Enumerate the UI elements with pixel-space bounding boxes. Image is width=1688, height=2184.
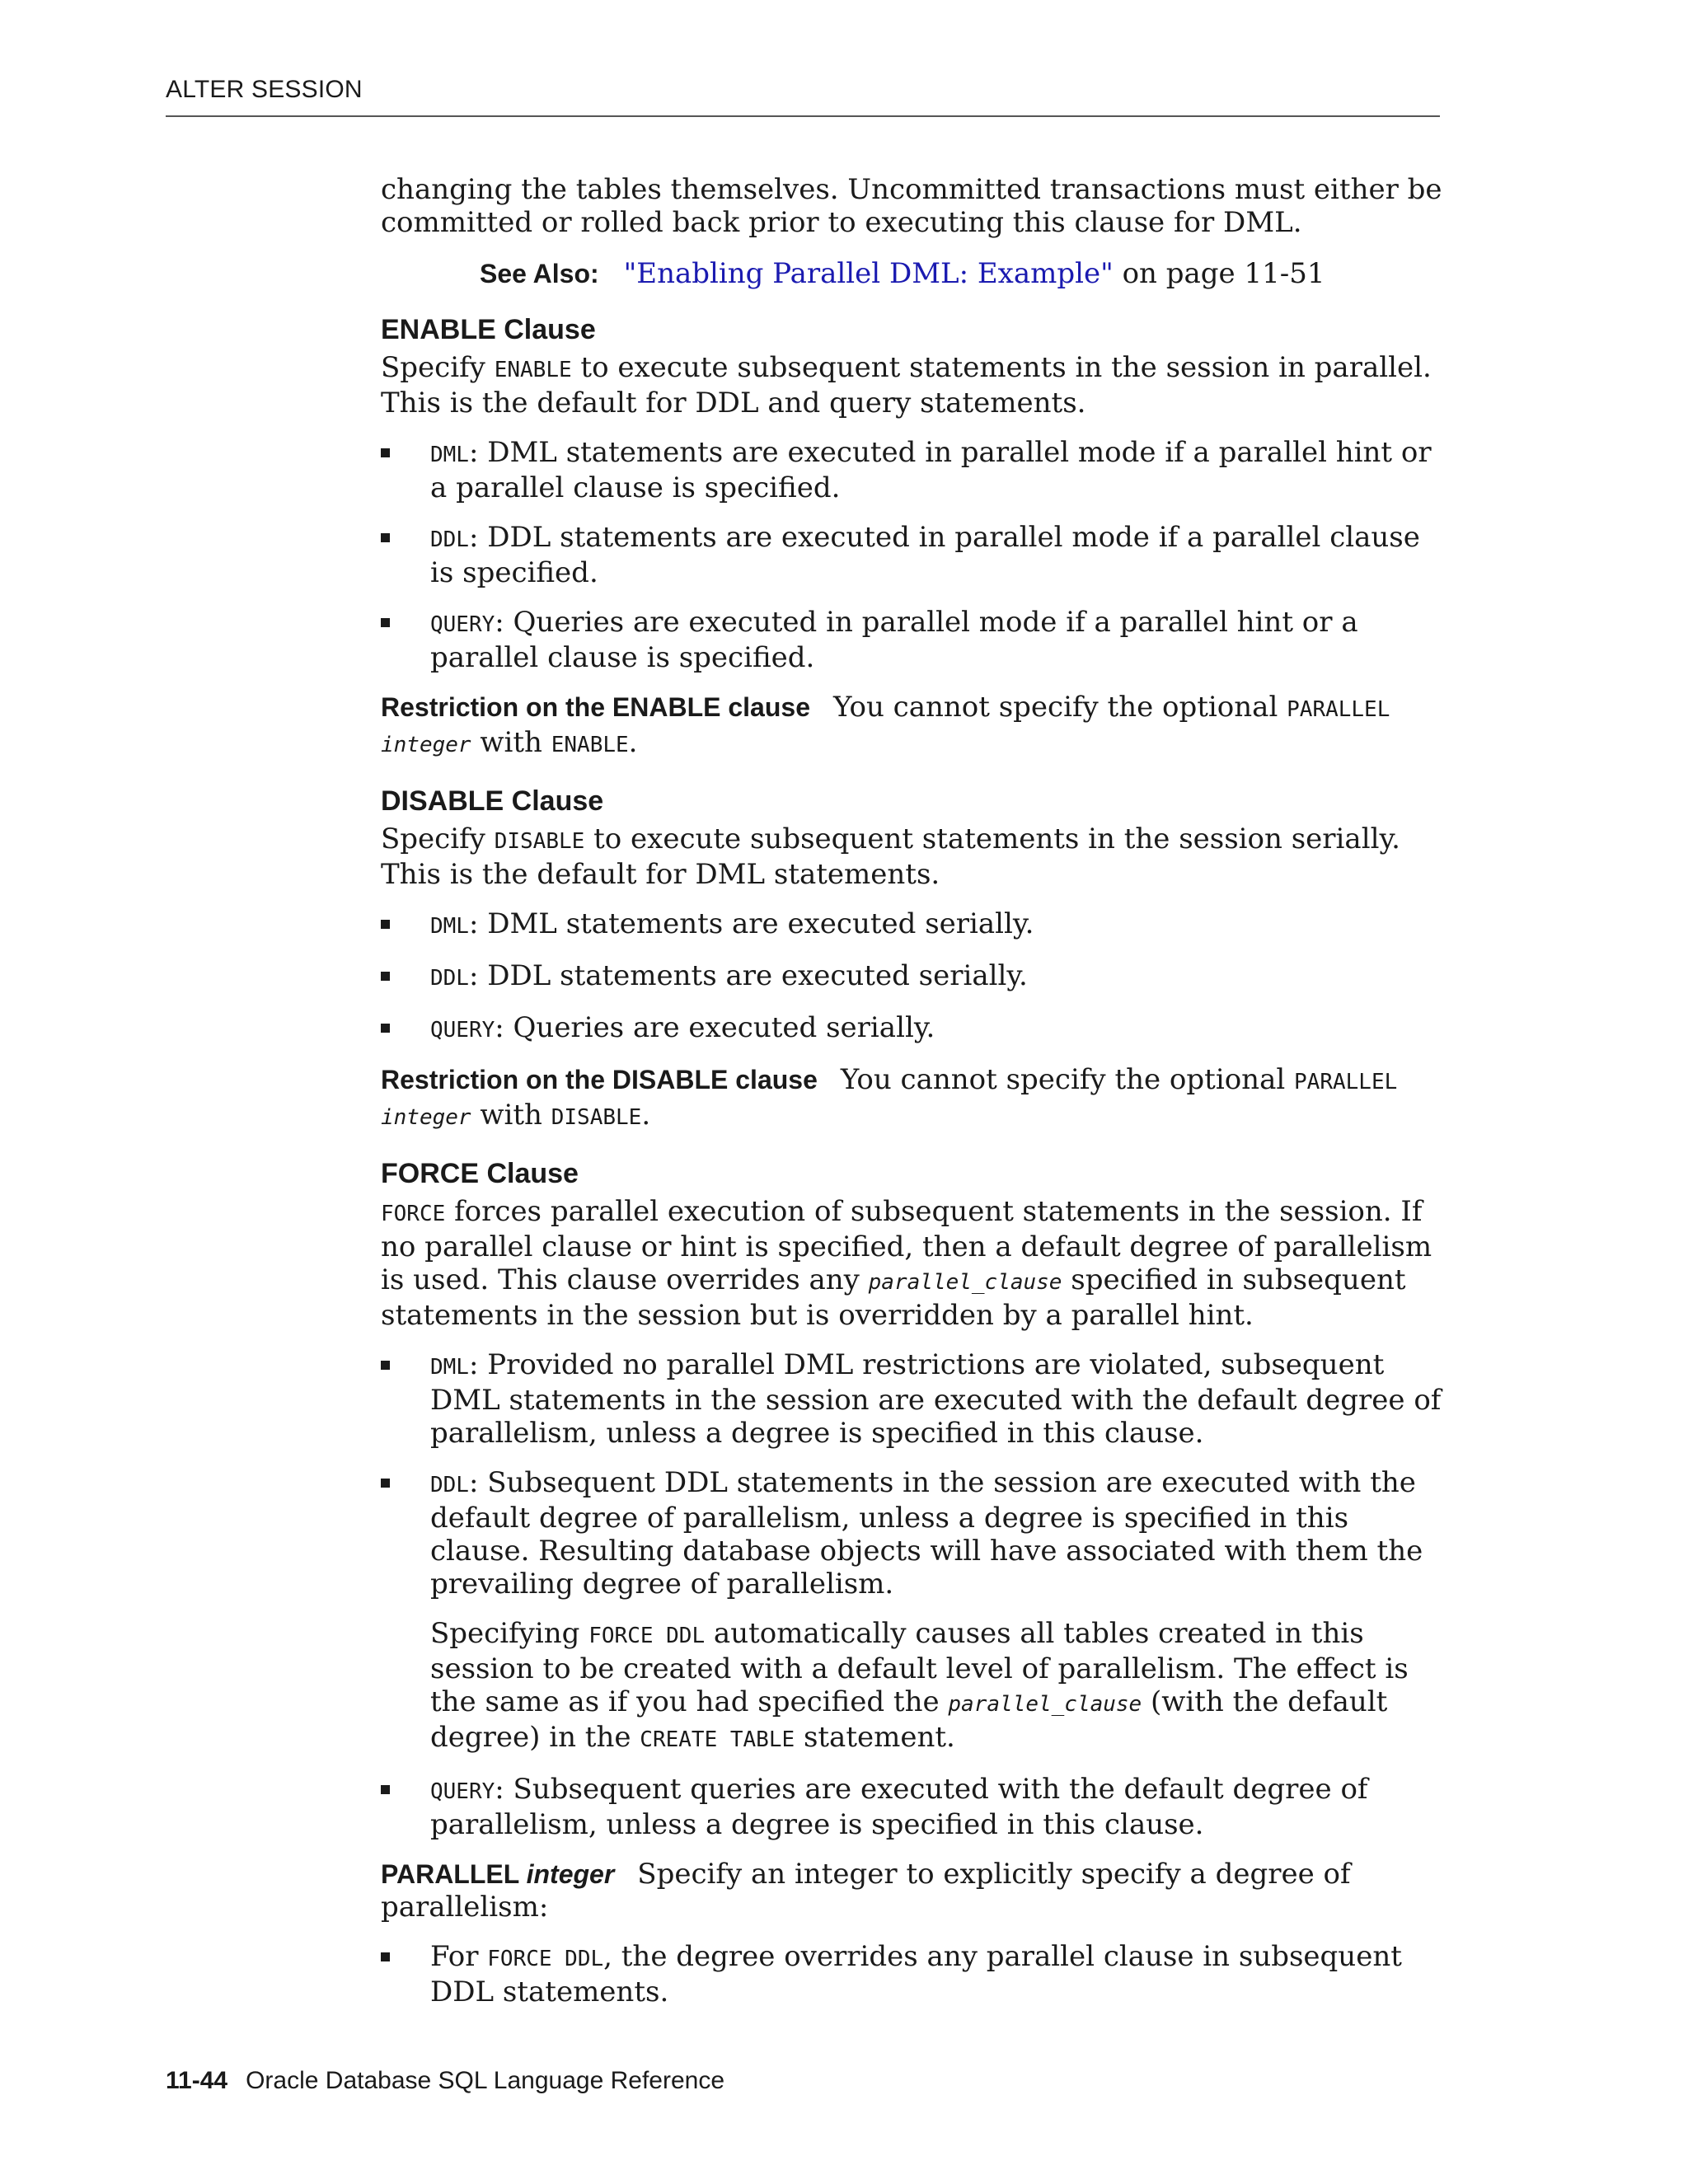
list-item: DDL: DDL statements are executed serially. [381, 959, 1444, 995]
list-item: DML: DML statements are executed in parallel mode if a parallel hint or a parallel clause is specified. [381, 436, 1444, 504]
list-item: DML: Provided no parallel DML restrictions are violated, subsequent DML statements in the session are executed with the default degree of parallelism, unless a degree is specified in this clause. [381, 1348, 1444, 1450]
list-item: For FORCE DDL, the degree overrides any parallel clause in subsequent DDL statements. [381, 1940, 1444, 2008]
force-clause-heading: FORCE Clause [381, 1158, 579, 1189]
bullet-icon [381, 1479, 390, 1488]
force-clause-paragraph: FORCE forces parallel execution of subsequent statements in the session. If no parallel clause or hint is specified, then a default degree of parallelism is used. This clause overrides any parallel_clause specified in subsequent statements in the session but is overridden by a parallel hint. [381, 1195, 1432, 1332]
list-item: DML: DML statements are executed serially. [381, 907, 1444, 943]
enable-restriction: Restriction on the ENABLE clause You cannot specify the optional PARALLEL integer with ENABLE. [381, 691, 1390, 759]
bullet-icon [381, 448, 390, 457]
list-item: QUERY: Queries are executed in parallel mode if a parallel hint or a parallel clause is specified. [381, 606, 1444, 674]
force-clause-list [381, 1348, 1444, 1841]
page-footer [166, 2067, 724, 2095]
page-number: 11-44 [166, 2067, 228, 2094]
list-item: DDL: DDL statements are executed in parallel mode if a parallel clause is specified. [381, 521, 1444, 589]
force-ddl-note: Specifying FORCE DDL automatically causes all tables created in this session to be created with a default level of parallelism. The effect is the same as if you had specified the parallel_clause (with the default degree) in the CREATE TABLE statement. [430, 1617, 1409, 1754]
see-also-note [480, 257, 1444, 290]
disable-clause-paragraph: Specify DISABLE to execute subsequent statements in the session serially. This is the default for DML statements. [381, 823, 1400, 891]
enable-clause-paragraph: Specify ENABLE to execute subsequent statements in the session in parallel. This is the default for DDL and query statements. [381, 351, 1432, 419]
disable-clause-heading: DISABLE Clause [381, 785, 604, 817]
bullet-icon [381, 920, 390, 929]
bullet-icon [381, 1952, 390, 1961]
enable-clause-heading: ENABLE Clause [381, 314, 596, 345]
disable-restriction: Restriction on the DISABLE clause You cannot specify the optional PARALLEL integer with DISABLE. [381, 1063, 1398, 1132]
list-item: QUERY: Subsequent queries are executed with the default degree of parallelism, unless a degree is specified in this clause. [381, 1773, 1444, 1841]
enable-clause-list [381, 436, 1444, 674]
list-item: DDL: Subsequent DDL statements in the session are executed with the default degree of parallelism, unless a degree is specified in this clause. Resulting database objects will have associated with them the prevailing degree of parallelism. Specifying FORCE DDL automatically causes all tables created in this session to be created with a default level of parallelism. The effect is the same as if you had specified the parallel_clause (with the default degree) in the CREATE TABLE statement. [381, 1466, 1444, 1756]
header-rule [166, 115, 1440, 117]
page-body [381, 173, 1444, 2025]
parallel-integer-list [381, 1940, 1444, 2008]
disable-clause-list [381, 907, 1444, 1047]
bullet-icon [381, 618, 390, 627]
see-also-label: See Also: [480, 259, 599, 288]
bullet-icon [381, 1361, 390, 1370]
intro-paragraph: changing the tables themselves. Uncommitted transactions must either be committed or rolled back prior to executing this clause for DML. [381, 173, 1442, 239]
parallel-integer-paragraph: PARALLEL integer Specify an integer to explicitly specify a degree of parallelism: [381, 1858, 1351, 1924]
bullet-icon [381, 1785, 390, 1794]
see-also-link[interactable]: "Enabling Parallel DML: Example" [623, 257, 1114, 290]
running-header: ALTER SESSION [166, 76, 363, 103]
see-also-page-ref: on page 11-51 [1113, 257, 1325, 290]
bullet-icon [381, 1024, 390, 1033]
bullet-icon [381, 533, 390, 542]
list-item: QUERY: Queries are executed serially. [381, 1011, 1444, 1047]
bullet-icon [381, 972, 390, 981]
book-title: Oracle Database SQL Language Reference [246, 2067, 725, 2094]
